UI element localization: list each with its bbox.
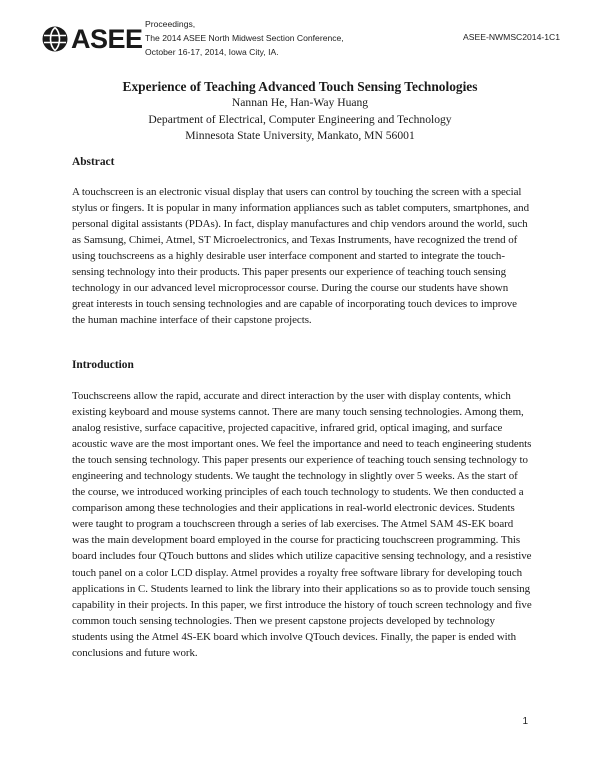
abstract-heading: Abstract [72, 156, 115, 168]
logo-text: ASEE [71, 23, 143, 54]
abstract-text: A touchscreen is an electronic visual display that users can control by touching the screen with a special stylus or fingers. It is popular in many information appliances such as tablet computers, smartphones, and personal digital assistants (PDAs). In fact, display manufactures and chip vendors around the world, such as Samsung, Chimei, Atmel, ST Microelectronics, and Texas Instruments, have recognized the trend of using touchscreens as a highly desirable user interface component and started to integrate the touch-sensing technology into their products. This paper presents our experience of teaching touch sensing technology in our advanced level microprocessor course. During the course our students have shown great interests in touch sensing technologies and are capable of incorporating touch devices to improve the human machine interface of their capstone projects. [72, 186, 530, 327]
page-number: 1 [522, 716, 528, 727]
paper-title: Experience of Teaching Advanced Touch Sensing Technologies [122, 79, 478, 94]
title-block [60, 79, 540, 145]
university: Minnesota State University, Mankato, MN 56001 [185, 129, 415, 142]
department: Department of Electrical, Computer Engineering and Technology [148, 112, 452, 126]
proceedings-line: Proceedings, [145, 19, 196, 29]
proceedings-info [145, 18, 344, 59]
proceedings-line: The 2014 ASEE North Midwest Section Conference, [145, 32, 344, 43]
introduction-text: Touchscreens allow the rapid, accurate and direct interaction by the user with display contents, which existing keyboard and mouse systems cannot. There are many touch sensing technologies. Among them, analog resistive, surface capacitive, projected capacitive, infrared grid, optical imaging, and surface acoustic wave are the most important ones. We feel the importance and need to teach engineering students the touch sensing technology. This paper presents our experience of teaching touch sensing technology to engineering and technology students. We taught the technology in slightly over 5 weeks. As the start of the course, we introduced working principles of each touch technology to students. We then conducted a comparison among these technologies and their applications in real-world electronic devices. Students were taught to program a touchscreen through a series of lab exercises. The Atmel SAM 4S-EK board was the main development board employed in the course for practicing touchscreen programming. This board includes four QTouch buttons and slides which utilize capacitive sensing technology, and a resistive touch panel on a color LCD display. Atmel provides a royalty free software library for developing touch applications in C. Students learned to link the library into their applications so as to provide touch sensing capability in their projects. In this paper, we first introduce the history of touch screen technology and five common touch sensing technologies. Then we present capstone projects developed by technology students using the Atmel 4S-EK board which involve QTouch devices. Finally, the paper is ended with conclusions and future work. [72, 390, 532, 659]
asee-logo [42, 22, 143, 56]
introduction-heading: Introduction [72, 359, 134, 371]
asee-globe-icon [42, 26, 68, 52]
authors: Nannan He, Han-Way Huang [231, 96, 369, 109]
paper-id: ASEE-NWMSC2014-1C1 [463, 32, 560, 42]
proceedings-line: October 16-17, 2014, Iowa City, IA. [145, 46, 279, 57]
